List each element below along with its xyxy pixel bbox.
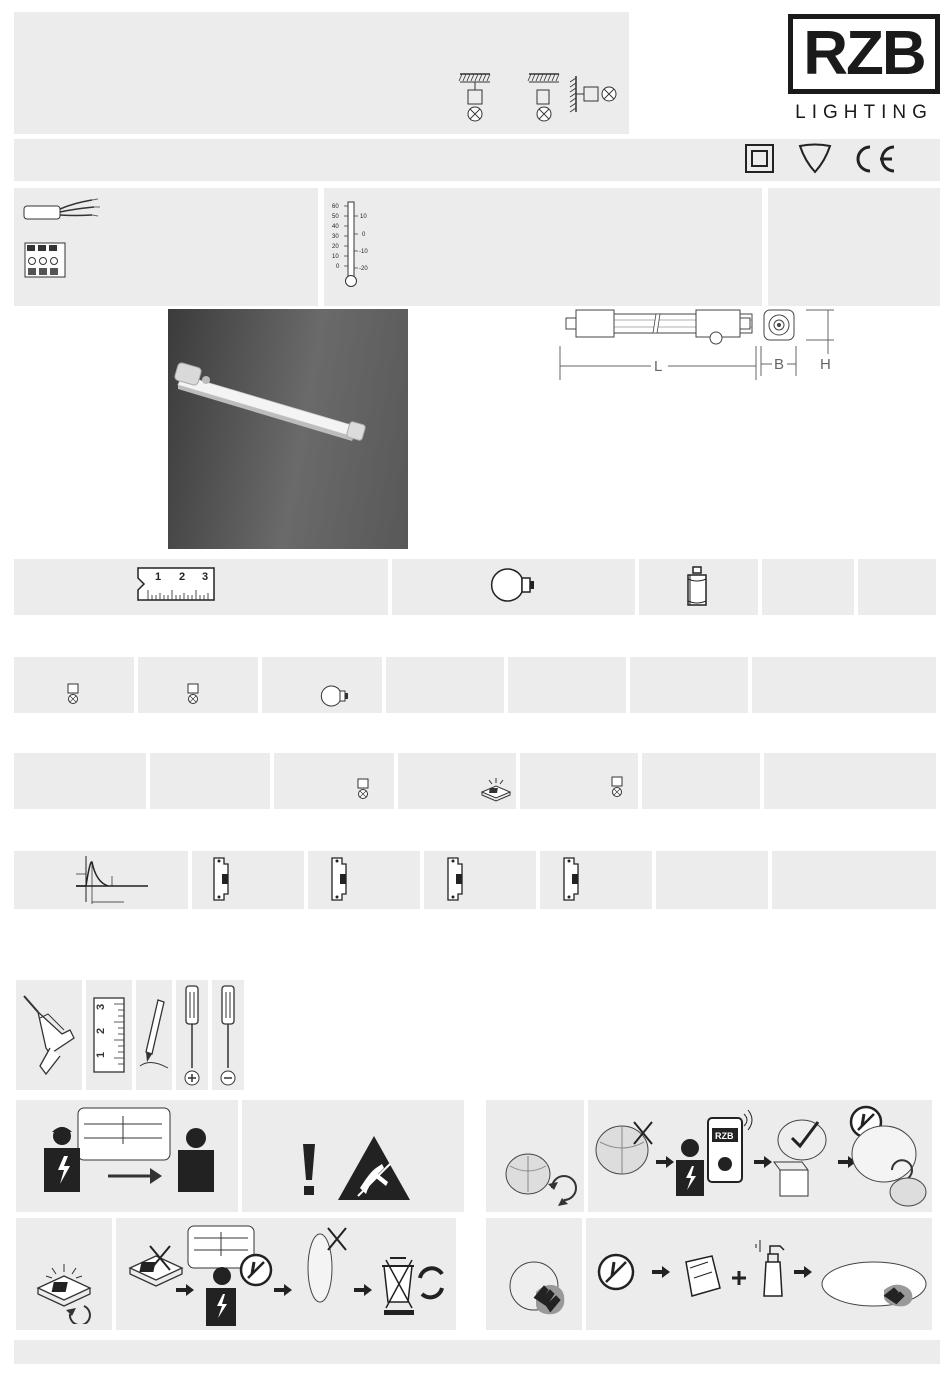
cover-replace-steps	[594, 1104, 930, 1208]
lamp-icon	[486, 568, 538, 602]
ce-mark-icon	[850, 143, 898, 175]
spec-row-4	[14, 851, 936, 909]
spec-cell	[540, 851, 652, 909]
protection-class-ii-icon	[744, 143, 776, 175]
electrician-icon	[36, 1106, 226, 1198]
spec-cell	[762, 559, 854, 615]
dimension-drawing	[556, 306, 846, 380]
phone-brand-text: RZB	[715, 1131, 734, 1141]
ruler-label: 2	[179, 571, 186, 583]
spec-cell	[642, 753, 760, 809]
spec-cell	[656, 851, 768, 909]
wall-mount-icon	[568, 74, 622, 114]
spec-cell	[752, 657, 936, 713]
ruler-label: 3	[95, 1003, 107, 1010]
led-replace-icon	[32, 1262, 100, 1324]
fixture-icon	[356, 778, 370, 800]
cleaning-steps	[594, 1232, 930, 1322]
cable-icon	[22, 198, 102, 226]
cover-replace-icon	[502, 1150, 578, 1206]
surge-icon	[72, 854, 150, 908]
temp-tick: 60	[332, 204, 339, 210]
luminaire-image	[168, 309, 408, 549]
spec-row-2	[14, 657, 936, 713]
fixture-icon	[186, 683, 200, 705]
temp-tick: 30	[332, 234, 339, 240]
circuit-breaker-icon	[560, 856, 582, 902]
lamp-icon	[318, 685, 350, 707]
screwdriver-plus-icon	[180, 984, 204, 1088]
spec-cell	[630, 657, 748, 713]
fixture-icon	[610, 776, 624, 798]
ruler-label: 2	[95, 1027, 107, 1034]
circuit-breaker-icon	[210, 856, 232, 902]
ceiling-mount-icon	[458, 72, 492, 124]
brand-logo-sub: LIGHTING	[795, 102, 933, 123]
spec-cell	[14, 753, 146, 809]
spec-cell	[386, 657, 504, 713]
spec-cell	[858, 559, 936, 615]
fixture-icon	[66, 683, 80, 705]
extra-spec-panel	[768, 188, 940, 306]
temp-tick: -10	[359, 249, 368, 255]
spec-row-3	[14, 753, 936, 809]
spec-cell	[192, 851, 304, 909]
spec-cell	[274, 753, 394, 809]
ruler-label: 1	[155, 571, 162, 583]
pencil-icon	[138, 996, 170, 1078]
spec-cell	[150, 753, 270, 809]
spec-cell	[508, 657, 626, 713]
spec-cell	[424, 851, 536, 909]
dimension-h-label: H	[820, 356, 831, 373]
temp-tick: 0	[362, 232, 366, 238]
ruler-label: 3	[202, 571, 209, 583]
circuit-breaker-icon	[444, 856, 466, 902]
dimension-b-label: B	[774, 356, 785, 373]
thermometer-icon	[330, 198, 374, 290]
temp-tick: -20	[359, 266, 368, 272]
temp-tick: 40	[332, 224, 339, 230]
ruler-label: 1	[95, 1051, 107, 1058]
circuit-breaker-icon	[328, 856, 350, 902]
hand-icon	[506, 1256, 572, 1322]
temp-tick: 10	[332, 254, 339, 260]
temp-tick: 50	[332, 214, 339, 220]
spec-cell	[764, 753, 936, 809]
temp-tick: 0	[336, 264, 340, 270]
temperature-panel	[324, 188, 762, 306]
weight-icon	[684, 565, 710, 607]
temp-tick: 20	[332, 244, 339, 250]
warning-icon	[300, 1142, 318, 1196]
terminal-block-icon	[23, 241, 67, 279]
ruler-icon	[92, 996, 126, 1076]
ruler-icon	[136, 566, 216, 602]
led-replace-steps	[124, 1222, 454, 1328]
ceiling-mount-icon	[527, 72, 561, 124]
led-module-icon	[478, 776, 514, 802]
screwdriver-minus-icon	[216, 984, 240, 1088]
spec-cell	[772, 851, 936, 909]
brand-logo: RZB	[788, 14, 940, 94]
temp-tick: 10	[360, 214, 367, 220]
fixture-mark-icon	[797, 143, 833, 175]
dimension-l-label: L	[654, 358, 663, 375]
spec-cell	[308, 851, 420, 909]
footer-bar	[14, 1340, 940, 1364]
drill-icon	[20, 990, 78, 1080]
esd-icon	[336, 1134, 412, 1202]
